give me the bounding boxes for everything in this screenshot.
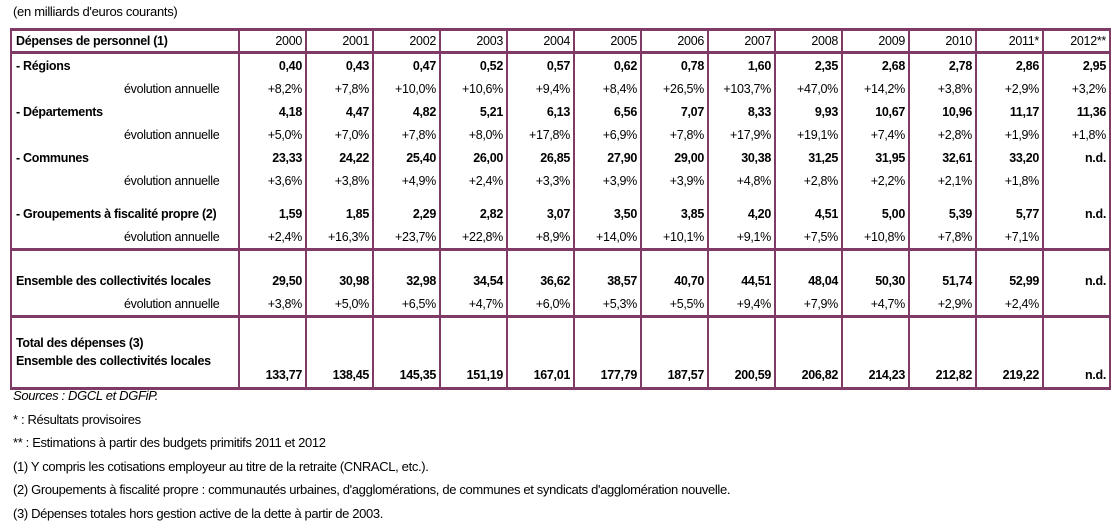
table-cell: +7,8% bbox=[373, 123, 440, 146]
table-cell: 32,61 bbox=[909, 146, 976, 169]
table-cell: 31,25 bbox=[775, 146, 842, 169]
table-cell: 0,57 bbox=[507, 53, 574, 78]
table-cell: +7,8% bbox=[909, 225, 976, 250]
table-cell: +22,8% bbox=[440, 225, 507, 250]
header-row bbox=[11, 30, 1110, 53]
table-cell: 1,85 bbox=[306, 202, 373, 225]
table-cell: 3,50 bbox=[574, 202, 641, 225]
table-cell: 27,90 bbox=[574, 146, 641, 169]
table-cell: +9,1% bbox=[708, 225, 775, 250]
spacer-cell bbox=[373, 192, 440, 202]
table-cell: 4,82 bbox=[373, 100, 440, 123]
table-cell: 25,40 bbox=[373, 146, 440, 169]
spacer-cell bbox=[507, 192, 574, 202]
table-cell: +2,8% bbox=[775, 169, 842, 192]
table-cell: 30,38 bbox=[708, 146, 775, 169]
table-cell: 5,77 bbox=[976, 202, 1043, 225]
table-cell: +7,0% bbox=[306, 123, 373, 146]
table-row bbox=[11, 146, 1110, 169]
table-cell: +5,3% bbox=[574, 292, 641, 317]
table-row bbox=[11, 123, 1110, 146]
table-cell: 10,67 bbox=[842, 100, 909, 123]
table-row bbox=[11, 292, 1110, 317]
table-cell: 52,99 bbox=[976, 269, 1043, 292]
spacer-cell bbox=[842, 192, 909, 202]
row-label: Ensemble des collectivités locales bbox=[11, 269, 239, 292]
table-cell: +4,9% bbox=[373, 169, 440, 192]
total-cell: 200,59 bbox=[708, 317, 775, 389]
table-cell: 2,95 bbox=[1043, 53, 1110, 78]
table-cell: +47,0% bbox=[775, 77, 842, 100]
table-cell: 6,56 bbox=[574, 100, 641, 123]
table-cell: +2,9% bbox=[909, 292, 976, 317]
table-cell: +23,7% bbox=[373, 225, 440, 250]
table-cell: 2,29 bbox=[373, 202, 440, 225]
table-cell: 0,52 bbox=[440, 53, 507, 78]
total-cell: 145,35 bbox=[373, 317, 440, 389]
footnote-2: (2) Groupements à fiscalité propre : communautés urbaines, d'agglomérations, de communes et syndicats d'agglomération nouvelle. bbox=[13, 482, 731, 498]
table-cell: +16,3% bbox=[306, 225, 373, 250]
table-cell: 40,70 bbox=[641, 269, 708, 292]
footnote-3: (3) Dépenses totales hors gestion active de la dette à partir de 2003. bbox=[13, 505, 384, 521]
table-cell: +1,9% bbox=[976, 123, 1043, 146]
table-cell: 32,98 bbox=[373, 269, 440, 292]
spacer-cell bbox=[574, 192, 641, 202]
table-cell: 31,95 bbox=[842, 146, 909, 169]
spacer-cell bbox=[306, 250, 373, 270]
table-cell: n.d. bbox=[1043, 269, 1110, 292]
table-cell: +3,8% bbox=[306, 169, 373, 192]
table-cell: +17,8% bbox=[507, 123, 574, 146]
table-cell: 11,17 bbox=[976, 100, 1043, 123]
row-label: - Communes bbox=[11, 146, 239, 169]
table-cell: +8,9% bbox=[507, 225, 574, 250]
row-sublabel: évolution annuelle bbox=[11, 123, 239, 146]
spacer-cell bbox=[775, 192, 842, 202]
table-row bbox=[11, 53, 1110, 78]
row-sublabel: évolution annuelle bbox=[11, 292, 239, 317]
table-row bbox=[11, 100, 1110, 123]
table-cell: +1,8% bbox=[1043, 123, 1110, 146]
table-cell: 4,20 bbox=[708, 202, 775, 225]
row-sublabel: évolution annuelle bbox=[11, 225, 239, 250]
table-cell: 33,20 bbox=[976, 146, 1043, 169]
table-cell: 36,62 bbox=[507, 269, 574, 292]
table-cell: 3,85 bbox=[641, 202, 708, 225]
table-cell: 23,33 bbox=[239, 146, 306, 169]
table-cell: 1,59 bbox=[239, 202, 306, 225]
spacer-cell bbox=[1043, 192, 1110, 202]
year-header: 2012** bbox=[1043, 30, 1110, 53]
table-cell: +10,6% bbox=[440, 77, 507, 100]
table-cell: +3,8% bbox=[239, 292, 306, 317]
table-cell: +19,1% bbox=[775, 123, 842, 146]
year-header: 2008 bbox=[775, 30, 842, 53]
table-cell: +2,4% bbox=[440, 169, 507, 192]
total-cell: n.d. bbox=[1043, 317, 1110, 389]
table-cell: +4,8% bbox=[708, 169, 775, 192]
table-cell: +26,5% bbox=[641, 77, 708, 100]
table-cell: +5,5% bbox=[641, 292, 708, 317]
table-cell: +7,1% bbox=[976, 225, 1043, 250]
table-cell: 2,86 bbox=[976, 53, 1043, 78]
table-cell: +3,6% bbox=[239, 169, 306, 192]
spacer-cell bbox=[976, 192, 1043, 202]
table-cell: +4,7% bbox=[440, 292, 507, 317]
table-cell: +6,0% bbox=[507, 292, 574, 317]
table-cell: 1,60 bbox=[708, 53, 775, 78]
table-cell: +7,4% bbox=[842, 123, 909, 146]
table-cell: +2,4% bbox=[976, 292, 1043, 317]
table-cell: 2,68 bbox=[842, 53, 909, 78]
table-cell: +8,0% bbox=[440, 123, 507, 146]
table-cell: 44,51 bbox=[708, 269, 775, 292]
footnotes bbox=[13, 384, 730, 526]
spacer-cell bbox=[775, 250, 842, 270]
total-cell: 212,82 bbox=[909, 317, 976, 389]
footnote-1: (1) Y compris les cotisations employeur au titre de la retraite (CNRACL, etc.). bbox=[13, 458, 429, 474]
table-cell: 6,13 bbox=[507, 100, 574, 123]
table-cell: +2,8% bbox=[909, 123, 976, 146]
table-cell: +103,7% bbox=[708, 77, 775, 100]
table-cell: +3,3% bbox=[507, 169, 574, 192]
table-cell: 34,54 bbox=[440, 269, 507, 292]
table-cell: +14,0% bbox=[574, 225, 641, 250]
table-cell: +3,9% bbox=[641, 169, 708, 192]
table-cell: 2,35 bbox=[775, 53, 842, 78]
table-cell: 9,93 bbox=[775, 100, 842, 123]
table-cell: +7,8% bbox=[306, 77, 373, 100]
table-cell: 50,30 bbox=[842, 269, 909, 292]
spacer-cell bbox=[708, 192, 775, 202]
table-cell bbox=[1043, 225, 1110, 250]
table-row bbox=[11, 77, 1110, 100]
table-cell: +9,4% bbox=[708, 292, 775, 317]
total-label-line2: Ensemble des collectivités locales bbox=[16, 354, 211, 368]
table-cell: +3,8% bbox=[909, 77, 976, 100]
table-cell: +5,0% bbox=[239, 123, 306, 146]
table-cell: +10,0% bbox=[373, 77, 440, 100]
total-cell: 206,82 bbox=[775, 317, 842, 389]
spacer-cell bbox=[11, 250, 239, 270]
table-cell: 5,39 bbox=[909, 202, 976, 225]
spacer-cell bbox=[507, 250, 574, 270]
table-cell: 7,07 bbox=[641, 100, 708, 123]
table-cell: +9,4% bbox=[507, 77, 574, 100]
year-header: 2010 bbox=[909, 30, 976, 53]
personnel-spending-table bbox=[10, 28, 1111, 390]
row-sublabel: évolution annuelle bbox=[11, 169, 239, 192]
row-sublabel: évolution annuelle bbox=[11, 77, 239, 100]
table-cell: +8,4% bbox=[574, 77, 641, 100]
table-cell: +6,9% bbox=[574, 123, 641, 146]
table-cell: 11,36 bbox=[1043, 100, 1110, 123]
table-cell: 5,21 bbox=[440, 100, 507, 123]
spacer-cell bbox=[440, 192, 507, 202]
year-header: 2001 bbox=[306, 30, 373, 53]
table-row bbox=[11, 225, 1110, 250]
table-cell: n.d. bbox=[1043, 146, 1110, 169]
table-cell: 0,47 bbox=[373, 53, 440, 78]
spacer-cell bbox=[842, 250, 909, 270]
table-cell: +5,0% bbox=[306, 292, 373, 317]
spacer-cell bbox=[306, 192, 373, 202]
year-header: 2007 bbox=[708, 30, 775, 53]
table-cell: +17,9% bbox=[708, 123, 775, 146]
table-cell: 0,40 bbox=[239, 53, 306, 78]
table-cell: +3,2% bbox=[1043, 77, 1110, 100]
year-header: 2011* bbox=[976, 30, 1043, 53]
table-cell: +10,1% bbox=[641, 225, 708, 250]
table-cell: 0,62 bbox=[574, 53, 641, 78]
table-cell: +1,8% bbox=[976, 169, 1043, 192]
table-cell: 4,51 bbox=[775, 202, 842, 225]
spacer-cell bbox=[440, 250, 507, 270]
spacer-cell bbox=[976, 250, 1043, 270]
table-cell: 30,98 bbox=[306, 269, 373, 292]
row-label: - Groupements à fiscalité propre (2) bbox=[11, 202, 239, 225]
table-cell: 51,74 bbox=[909, 269, 976, 292]
table-cell: 4,18 bbox=[239, 100, 306, 123]
table-cell: 2,78 bbox=[909, 53, 976, 78]
table-cell: 8,33 bbox=[708, 100, 775, 123]
spacer-cell bbox=[641, 250, 708, 270]
total-cell: 167,01 bbox=[507, 317, 574, 389]
total-cell: 151,19 bbox=[440, 317, 507, 389]
table-body bbox=[11, 53, 1110, 389]
total-cell: 214,23 bbox=[842, 317, 909, 389]
table-cell: 29,50 bbox=[239, 269, 306, 292]
table-cell: 4,47 bbox=[306, 100, 373, 123]
year-header: 2004 bbox=[507, 30, 574, 53]
total-cell: 138,45 bbox=[306, 317, 373, 389]
spacer-cell bbox=[641, 192, 708, 202]
spacer-cell bbox=[708, 250, 775, 270]
table-cell: 0,78 bbox=[641, 53, 708, 78]
table-cell: +14,2% bbox=[842, 77, 909, 100]
table-cell: 0,43 bbox=[306, 53, 373, 78]
year-header: 2002 bbox=[373, 30, 440, 53]
spacer-cell bbox=[909, 250, 976, 270]
table-cell bbox=[1043, 169, 1110, 192]
table-cell: +8,2% bbox=[239, 77, 306, 100]
table-row bbox=[11, 202, 1110, 225]
total-cell: 219,22 bbox=[976, 317, 1043, 389]
total-row bbox=[11, 317, 1110, 389]
table-cell: +3,9% bbox=[574, 169, 641, 192]
table-cell: +7,8% bbox=[641, 123, 708, 146]
spacer-cell bbox=[909, 192, 976, 202]
table-cell: +2,4% bbox=[239, 225, 306, 250]
table-row bbox=[11, 269, 1110, 292]
table-cell: 5,00 bbox=[842, 202, 909, 225]
table-cell: +2,2% bbox=[842, 169, 909, 192]
year-header: 2003 bbox=[440, 30, 507, 53]
row-label: - Départements bbox=[11, 100, 239, 123]
row-label: - Régions bbox=[11, 53, 239, 78]
total-label bbox=[11, 317, 239, 389]
table-cell bbox=[1043, 292, 1110, 317]
table-cell: 38,57 bbox=[574, 269, 641, 292]
table-cell: 10,96 bbox=[909, 100, 976, 123]
total-cell: 133,77 bbox=[239, 317, 306, 389]
estimate-note: ** : Estimations à partir des budgets primitifs 2011 et 2012 bbox=[13, 435, 326, 451]
table-cell: 26,00 bbox=[440, 146, 507, 169]
spacer-cell bbox=[239, 250, 306, 270]
spacer-cell bbox=[574, 250, 641, 270]
table-cell: +2,9% bbox=[976, 77, 1043, 100]
table-cell: +2,1% bbox=[909, 169, 976, 192]
unit-note: (en milliards d'euros courants) bbox=[13, 4, 178, 19]
provisional-note: * : Résultats provisoires bbox=[13, 411, 141, 427]
table-cell: 26,85 bbox=[507, 146, 574, 169]
table-cell: +4,7% bbox=[842, 292, 909, 317]
spacer-cell bbox=[1043, 250, 1110, 270]
total-cell: 187,57 bbox=[641, 317, 708, 389]
year-header: 2005 bbox=[574, 30, 641, 53]
year-header: 2000 bbox=[239, 30, 306, 53]
spacer-cell bbox=[11, 192, 239, 202]
table-row bbox=[11, 169, 1110, 192]
table-cell: 3,07 bbox=[507, 202, 574, 225]
year-header: 2009 bbox=[842, 30, 909, 53]
sources-note: Sources : DGCL et DGFiP. bbox=[13, 388, 159, 403]
total-cell: 177,79 bbox=[574, 317, 641, 389]
spacer-row bbox=[11, 250, 1110, 270]
table-cell: 29,00 bbox=[641, 146, 708, 169]
spacer-cell bbox=[373, 250, 440, 270]
year-header: 2006 bbox=[641, 30, 708, 53]
table-cell: +6,5% bbox=[373, 292, 440, 317]
total-label-line1: Total des dépenses (3) bbox=[16, 336, 144, 350]
spacer-cell bbox=[239, 192, 306, 202]
table-cell: +7,9% bbox=[775, 292, 842, 317]
table-cell: +10,8% bbox=[842, 225, 909, 250]
table-cell: 48,04 bbox=[775, 269, 842, 292]
header-label: Dépenses de personnel (1) bbox=[11, 30, 239, 53]
table-cell: +7,5% bbox=[775, 225, 842, 250]
table-cell: 24,22 bbox=[306, 146, 373, 169]
table-cell: 2,82 bbox=[440, 202, 507, 225]
spacer-row bbox=[11, 192, 1110, 202]
table-cell: n.d. bbox=[1043, 202, 1110, 225]
